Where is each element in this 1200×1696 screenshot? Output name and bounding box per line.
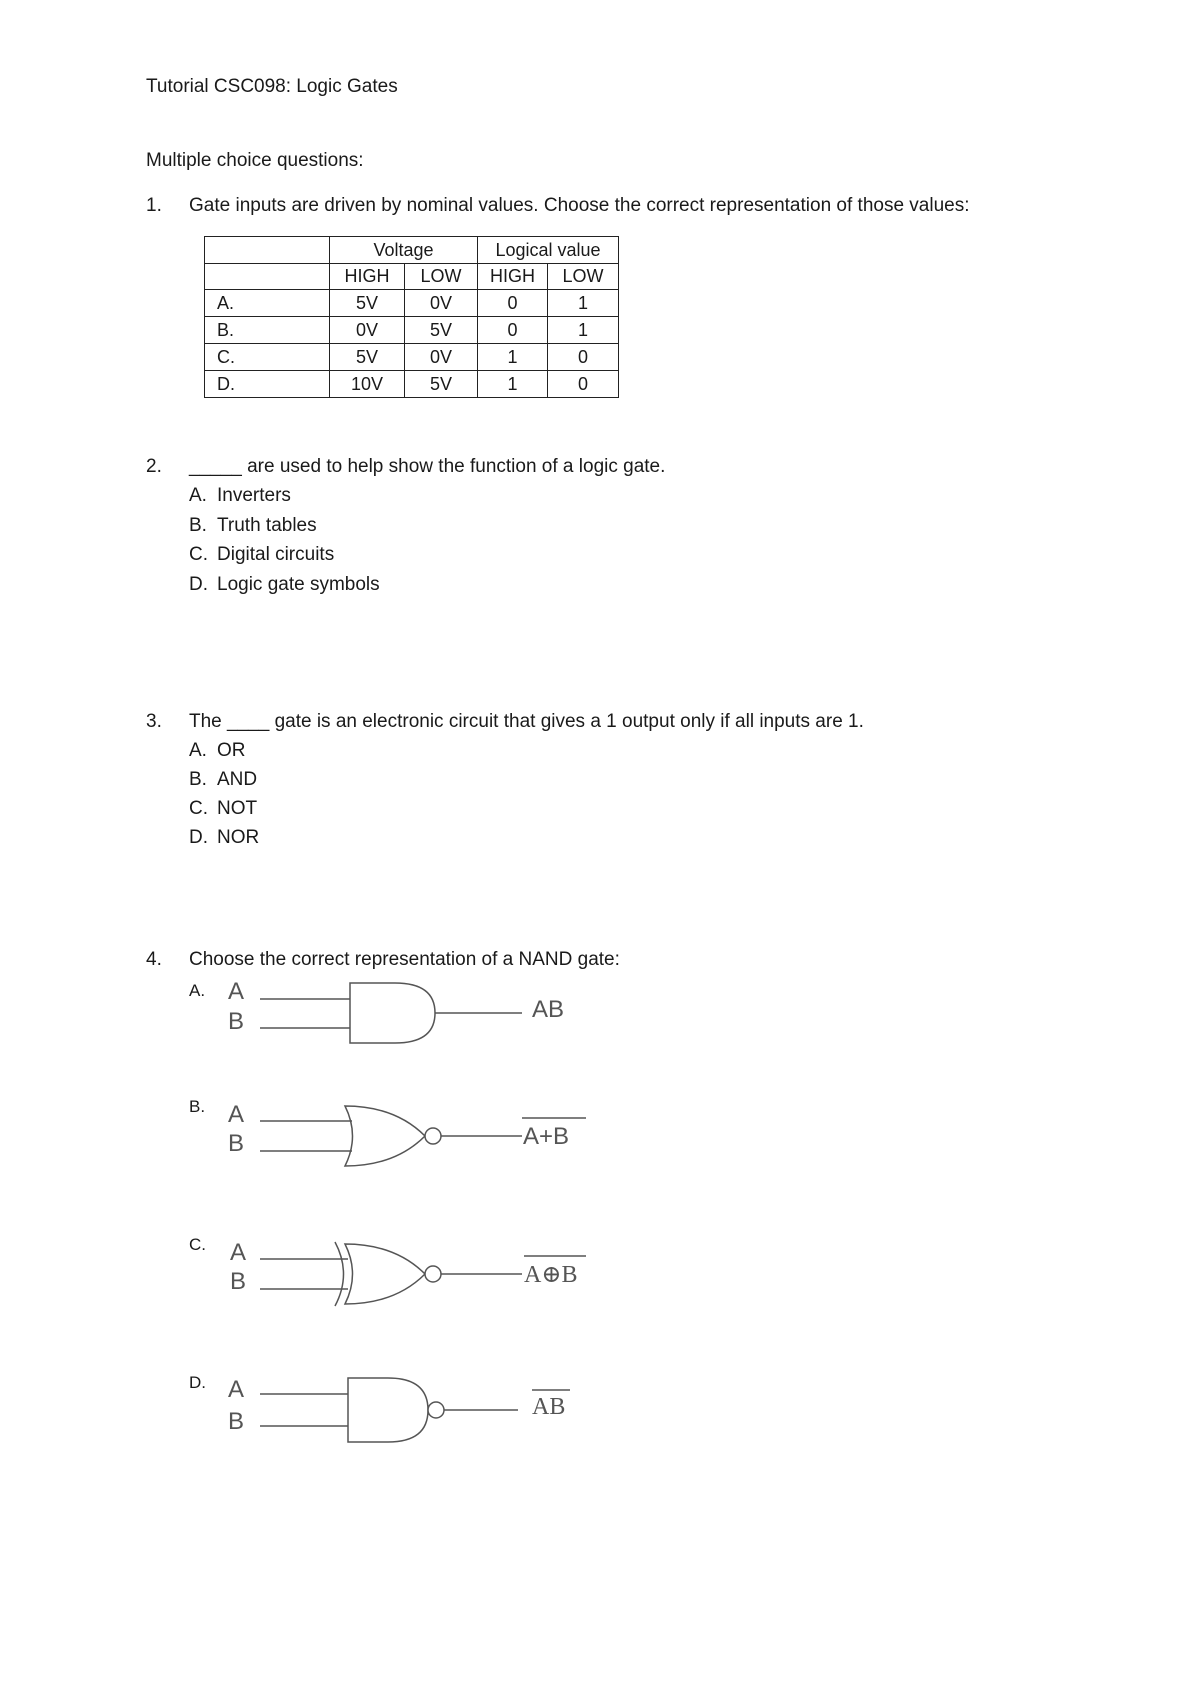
- question-1-text: Gate inputs are driven by nominal values. Choose the correct representation of those values:: [189, 195, 970, 216]
- question-1-number: 1.: [146, 195, 162, 216]
- table-row: [205, 344, 619, 371]
- logical-low-cell: 1: [548, 290, 619, 317]
- nand-gate-symbol: [348, 1378, 428, 1442]
- answer-option: [189, 827, 259, 849]
- logical-high-cell: 1: [478, 344, 548, 371]
- row-label: A.: [205, 290, 330, 317]
- voltage-high-cell: 10V: [330, 371, 405, 398]
- input-a-label: A: [228, 1101, 245, 1128]
- logical-low-cell: 0: [548, 344, 619, 371]
- question-3-number: 3.: [146, 711, 162, 732]
- logical-high-cell: 0: [478, 317, 548, 344]
- output-label: A⊕B: [524, 1262, 578, 1288]
- table-row: [205, 290, 619, 317]
- option-text: NOR: [217, 827, 260, 848]
- input-b-label: B: [228, 1130, 245, 1157]
- nor-gate-diagram: [220, 1094, 600, 1174]
- option-letter: C.: [189, 544, 208, 565]
- question-3-text: The ____ gate is an electronic circuit that gives a 1 output only if all inputs are 1.: [189, 711, 864, 732]
- option-letter: B.: [189, 1097, 206, 1116]
- table-subheader-row: [205, 264, 619, 290]
- voltage-low-cell: 0V: [405, 344, 478, 371]
- logical-high-header: HIGH: [478, 264, 548, 290]
- logical-low-cell: 1: [548, 317, 619, 344]
- voltage-high-cell: 0V: [330, 317, 405, 344]
- option-letter: B.: [189, 769, 207, 790]
- option-text: Digital circuits: [217, 544, 335, 565]
- logical-low-header: LOW: [548, 264, 619, 290]
- voltage-high-cell: 5V: [330, 344, 405, 371]
- output-label: AB: [532, 996, 565, 1023]
- xnor-gate-symbol: [345, 1244, 425, 1304]
- logical-high-cell: 0: [478, 290, 548, 317]
- table-row: [205, 371, 619, 398]
- option-letter: D.: [189, 574, 208, 595]
- row-label: D.: [205, 371, 330, 398]
- option-text: Truth tables: [217, 515, 317, 536]
- voltage-low-cell: 5V: [405, 371, 478, 398]
- input-b-label: B: [228, 1008, 245, 1035]
- logical-high-cell: 1: [478, 371, 548, 398]
- question-4-number: 4.: [146, 949, 162, 970]
- answer-option: [189, 515, 317, 537]
- table-header-row: [205, 237, 619, 264]
- inversion-bubble: [428, 1402, 444, 1418]
- option-letter: D.: [189, 1373, 206, 1392]
- input-a-label: A: [228, 978, 245, 1005]
- question-2-number: 2.: [146, 456, 162, 477]
- voltage-logic-table: [204, 236, 619, 398]
- input-a-label: A: [228, 1376, 245, 1403]
- nor-gate-symbol: [345, 1106, 425, 1166]
- option-text: Inverters: [217, 485, 291, 506]
- option-letter: A.: [189, 740, 207, 761]
- voltage-group-header: Voltage: [330, 237, 478, 264]
- table-row: [205, 317, 619, 344]
- table-cell-blank: [205, 264, 330, 290]
- option-letter: D.: [189, 827, 208, 848]
- row-label: B.: [205, 317, 330, 344]
- option-letter: C.: [189, 798, 208, 819]
- row-label: C.: [205, 344, 330, 371]
- input-b-label: B: [228, 1408, 245, 1435]
- option-text: AND: [217, 769, 258, 790]
- nand-gate-diagram: [220, 1366, 600, 1446]
- inversion-bubble: [425, 1128, 441, 1144]
- input-b-label: B: [230, 1268, 247, 1295]
- answer-option: [189, 769, 257, 791]
- xnor-extra-arc: [335, 1242, 344, 1306]
- voltage-low-cell: 0V: [405, 290, 478, 317]
- section-heading: Multiple choice questions:: [146, 150, 364, 171]
- answer-option: [189, 485, 291, 507]
- logical-value-group-header: Logical value: [478, 237, 619, 264]
- answer-option: [189, 544, 334, 566]
- voltage-low-header: LOW: [405, 264, 478, 290]
- option-letter: B.: [189, 515, 207, 536]
- logical-low-cell: 0: [548, 371, 619, 398]
- option-letter: A.: [189, 981, 206, 1000]
- output-label: AB: [532, 1394, 566, 1420]
- answer-option: [189, 574, 380, 596]
- question-4-text: Choose the correct representation of a NAND gate:: [189, 949, 620, 970]
- option-text: Logic gate symbols: [217, 574, 380, 595]
- and-gate-symbol: [350, 983, 435, 1043]
- option-letter: C.: [189, 1235, 206, 1254]
- question-2-text: _____ are used to help show the function of a logic gate.: [189, 456, 666, 477]
- voltage-high-cell: 5V: [330, 290, 405, 317]
- option-text: OR: [217, 740, 246, 761]
- table-cell-blank: [205, 237, 330, 264]
- xnor-gate-diagram: [220, 1232, 600, 1312]
- option-letter: A.: [189, 485, 207, 506]
- answer-option: [189, 740, 246, 762]
- input-a-label: A: [230, 1239, 247, 1266]
- answer-option: [189, 798, 257, 820]
- output-label: A+B: [523, 1123, 570, 1150]
- option-text: NOT: [217, 798, 258, 819]
- inversion-bubble: [425, 1266, 441, 1282]
- and-gate-diagram: [220, 975, 600, 1055]
- voltage-high-header: HIGH: [330, 264, 405, 290]
- voltage-low-cell: 5V: [405, 317, 478, 344]
- document-title: Tutorial CSC098: Logic Gates: [146, 76, 398, 97]
